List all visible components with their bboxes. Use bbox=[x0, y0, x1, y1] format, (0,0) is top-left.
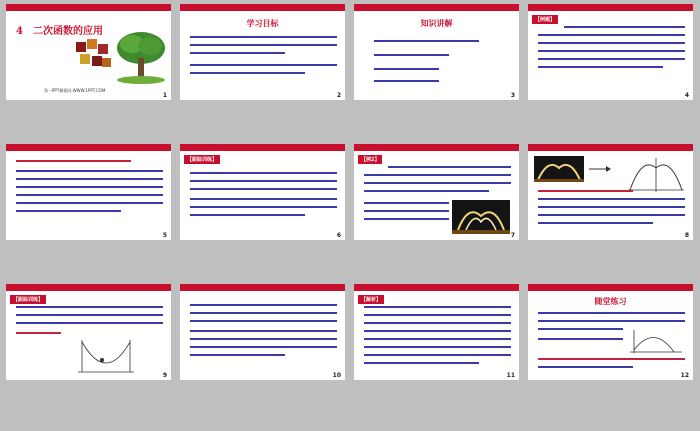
slide-thumbnail-1[interactable] bbox=[6, 4, 171, 100]
slide-header-bar bbox=[354, 284, 519, 291]
text-line bbox=[190, 214, 305, 216]
slide-thumbnail-2[interactable] bbox=[180, 4, 345, 100]
slide-number: 12 bbox=[680, 372, 689, 379]
text-line bbox=[538, 358, 685, 360]
slide-number: 10 bbox=[332, 372, 341, 379]
text-line bbox=[190, 338, 337, 340]
slide-title: 4 二次函数的应用 bbox=[16, 26, 103, 37]
text-line bbox=[538, 190, 633, 192]
text-line bbox=[364, 182, 511, 184]
text-line bbox=[364, 202, 449, 204]
arrow-icon bbox=[588, 164, 612, 174]
text-line bbox=[538, 42, 685, 44]
text-line bbox=[364, 190, 489, 192]
slide-number: 3 bbox=[510, 92, 515, 99]
text-line bbox=[538, 338, 623, 340]
text-line bbox=[538, 50, 685, 52]
text-line bbox=[190, 330, 337, 332]
text-line bbox=[190, 52, 285, 54]
slide-number: 9 bbox=[162, 372, 167, 379]
slide-number: 11 bbox=[506, 372, 515, 379]
text-line bbox=[190, 206, 337, 208]
slide-header-bar bbox=[354, 4, 519, 11]
text-line bbox=[190, 36, 337, 38]
slide-header-bar bbox=[354, 144, 519, 151]
slide-footer-text: 第一PPT模板网-WWW.1PPT.COM bbox=[44, 88, 106, 93]
slide-thumbnail-10[interactable] bbox=[180, 284, 345, 380]
slide-tag: 【例2】 bbox=[358, 155, 382, 164]
text-line bbox=[16, 186, 163, 188]
rubiks-cubes-illustration bbox=[74, 38, 114, 72]
slide-heading: 学习目标 bbox=[246, 19, 279, 28]
text-line bbox=[190, 304, 337, 306]
text-line bbox=[16, 194, 163, 196]
text-line bbox=[16, 178, 163, 180]
slide-thumbnail-11[interactable] bbox=[354, 284, 519, 380]
tree-illustration bbox=[114, 28, 168, 86]
slide-thumbnail-8[interactable] bbox=[528, 144, 693, 240]
text-line bbox=[16, 332, 61, 334]
text-line bbox=[364, 322, 511, 324]
slide-header-bar bbox=[180, 284, 345, 291]
slide-number: 2 bbox=[336, 92, 341, 99]
text-line bbox=[16, 202, 163, 204]
text-line bbox=[190, 64, 337, 66]
slide-thumbnail-5[interactable] bbox=[6, 144, 171, 240]
slide-header-bar bbox=[528, 4, 693, 11]
text-line bbox=[16, 160, 131, 162]
slide-heading: 随堂练习 bbox=[594, 297, 627, 306]
slide-number: 1 bbox=[162, 92, 167, 99]
text-line bbox=[190, 180, 337, 182]
slide-header-bar bbox=[180, 144, 345, 151]
slide-tag: 【例题】 bbox=[532, 15, 558, 24]
slide-thumbnail-3[interactable] bbox=[354, 4, 519, 100]
text-line bbox=[364, 330, 511, 332]
slide-header-bar bbox=[6, 4, 171, 11]
slide-heading: 知识讲解 bbox=[420, 19, 453, 28]
text-line bbox=[16, 322, 163, 324]
text-line bbox=[538, 328, 623, 330]
text-line bbox=[364, 218, 449, 220]
text-line bbox=[388, 166, 511, 168]
text-line bbox=[16, 170, 163, 172]
text-line bbox=[364, 314, 511, 316]
fountain-photo bbox=[534, 156, 584, 182]
fountain-photo bbox=[452, 200, 510, 234]
slide-thumbnail-6[interactable] bbox=[180, 144, 345, 240]
text-line bbox=[538, 320, 685, 322]
slide-header-bar bbox=[180, 4, 345, 11]
slide-thumbnail-12[interactable] bbox=[528, 284, 693, 380]
slide-thumbnail-9[interactable] bbox=[6, 284, 171, 380]
slide-number: 8 bbox=[684, 232, 689, 239]
text-line bbox=[190, 172, 337, 174]
slide-tag: 【跟踪训练】 bbox=[10, 295, 46, 304]
slide-number: 5 bbox=[162, 232, 167, 239]
text-line bbox=[538, 222, 653, 224]
text-line bbox=[538, 206, 685, 208]
text-line bbox=[190, 188, 337, 190]
slide-thumbnail-4[interactable] bbox=[528, 4, 693, 100]
text-line bbox=[190, 312, 337, 314]
text-line bbox=[364, 338, 511, 340]
text-line bbox=[16, 306, 163, 308]
text-line bbox=[190, 346, 337, 348]
text-line bbox=[538, 34, 685, 36]
text-line bbox=[538, 214, 685, 216]
slide-header-bar bbox=[6, 144, 171, 151]
text-line bbox=[364, 354, 511, 356]
text-line bbox=[364, 174, 511, 176]
text-line bbox=[538, 366, 633, 368]
slide-number: 4 bbox=[684, 92, 689, 99]
text-line bbox=[538, 198, 685, 200]
slide-number: 7 bbox=[510, 232, 515, 239]
text-line bbox=[16, 314, 163, 316]
slide-header-bar bbox=[6, 284, 171, 291]
text-line bbox=[374, 80, 439, 82]
text-line bbox=[364, 362, 479, 364]
rope-parabola-diagram bbox=[76, 334, 136, 374]
slide-tag: 【跟踪训练】 bbox=[184, 155, 220, 164]
text-line bbox=[364, 306, 511, 308]
text-line bbox=[374, 40, 479, 42]
text-line bbox=[190, 44, 337, 46]
slide-number: 6 bbox=[336, 232, 341, 239]
text-line bbox=[538, 312, 685, 314]
slide-thumbnail-7[interactable] bbox=[354, 144, 519, 240]
slide-header-bar bbox=[528, 144, 693, 151]
text-line bbox=[190, 354, 285, 356]
text-line bbox=[538, 66, 663, 68]
text-line bbox=[564, 26, 685, 28]
text-line bbox=[364, 210, 449, 212]
parabola-graph bbox=[628, 328, 684, 354]
text-line bbox=[190, 72, 305, 74]
text-line bbox=[190, 198, 337, 200]
text-line bbox=[538, 58, 685, 60]
text-line bbox=[364, 346, 511, 348]
parabola-graph bbox=[618, 154, 688, 194]
text-line bbox=[374, 68, 439, 70]
text-line bbox=[190, 320, 337, 322]
slide-header-bar bbox=[528, 284, 693, 291]
text-line bbox=[374, 54, 449, 56]
slide-tag: 【解析】 bbox=[358, 295, 384, 304]
text-line bbox=[16, 210, 121, 212]
